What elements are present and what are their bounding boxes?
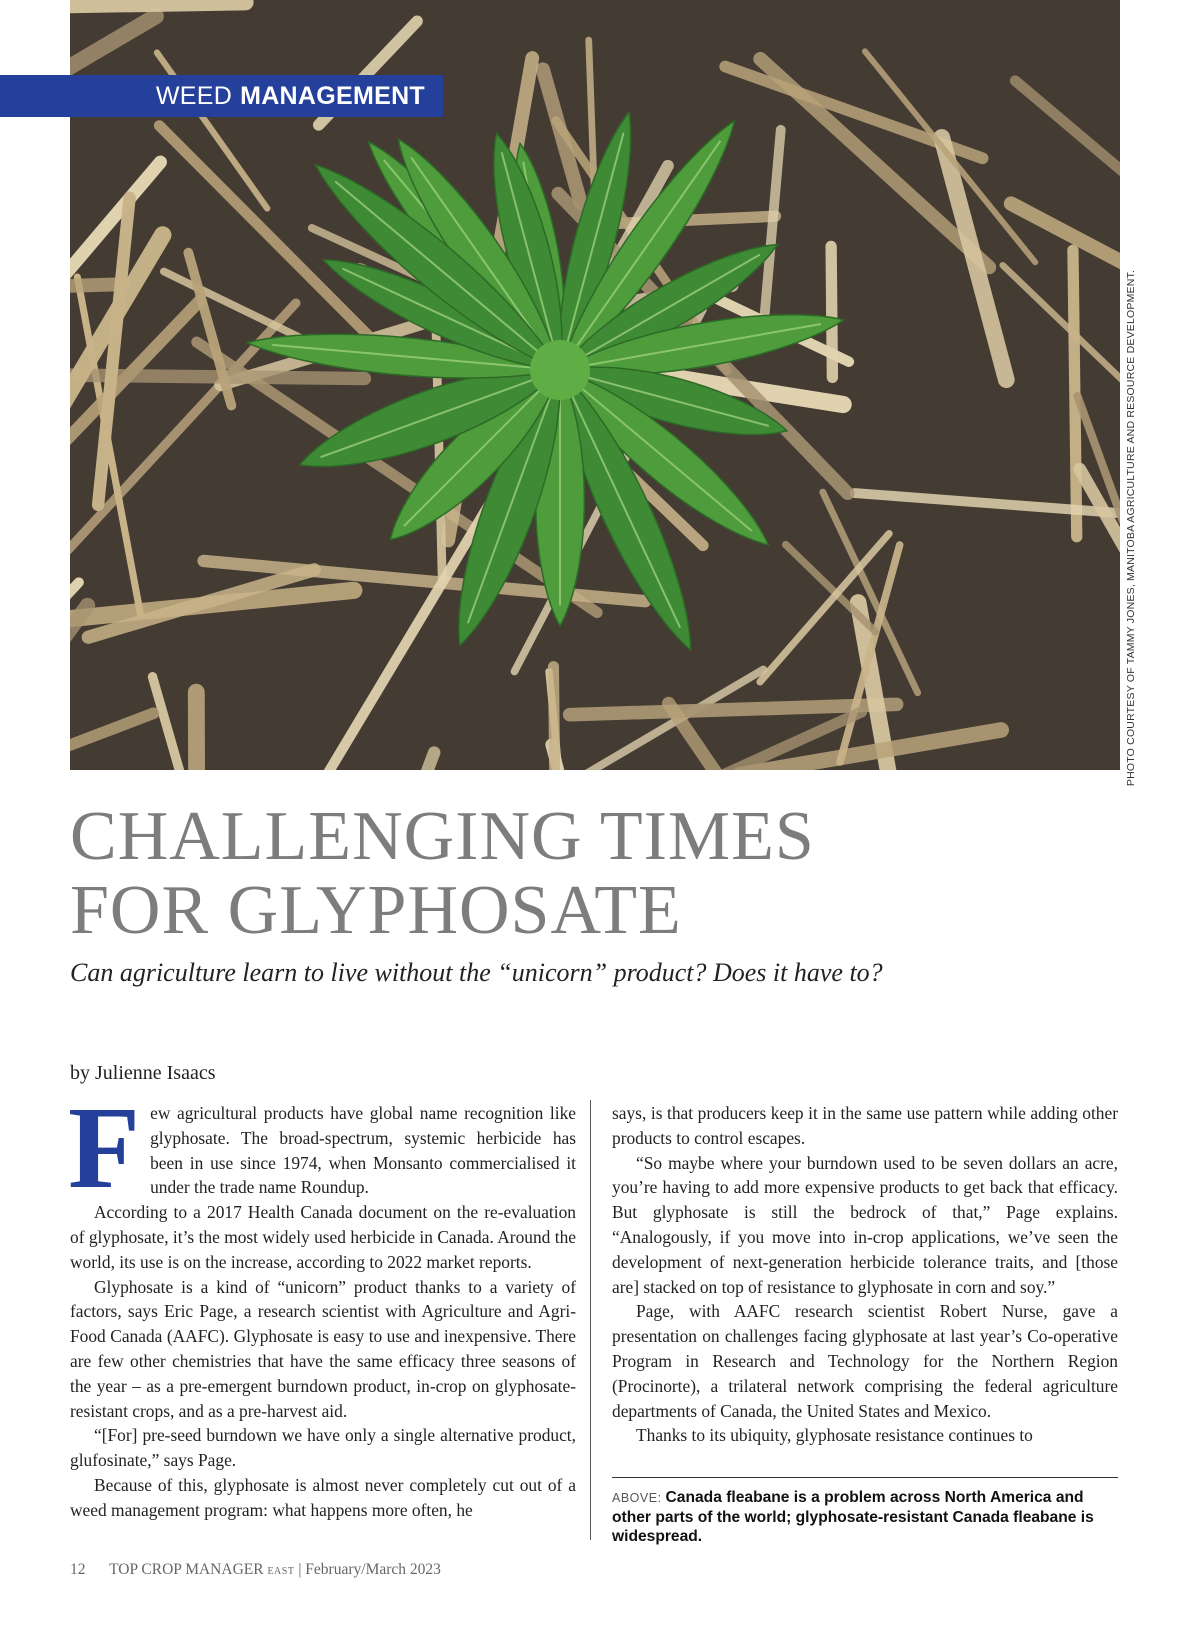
page-number: 12: [70, 1561, 86, 1578]
straw-stalk: [196, 692, 197, 770]
article-deck: Can agriculture learn to live without the “unicorn” product? Does it have to?: [70, 958, 883, 987]
article-title-line-2: FOR GLYPHOSATE: [70, 872, 682, 949]
magazine-name: TOP CROP MANAGER: [109, 1561, 264, 1578]
issue-date: | February/March 2023: [298, 1561, 441, 1578]
body-paragraph: Because of this, glyphosate is almost never completely cut out of a weed management program: what happens more often, he: [70, 1474, 576, 1520]
straw-stalk: [831, 246, 832, 377]
photo-caption: [612, 1477, 1118, 1546]
body-column-right: [612, 1101, 1118, 1448]
section-tag-prefix: WEED: [155, 81, 233, 110]
body-paragraph: “So maybe where your burndown used to be seven dollars an acre, you’re having to add more expensive products to get back that efficacy. But glyphosate is still the bedrock of that,” Page explains. “Analogously, if you move into in-crop applications, we’ve seen the development of next-generation herbicide tolerance traits, and [those are] stacked on top of resistance to glyphosate in corn and soy.”: [612, 1152, 1118, 1297]
byline: by Julienne Isaacs: [70, 1062, 216, 1084]
straw-stalk: [70, 2, 246, 9]
body-paragraph: According to a 2017 Health Canada document on the re-evaluation of glyphosate, it’s the most widely used herbicide in Canada. Around the world, its use is on the increase, according to 2022 market reports.: [70, 1202, 576, 1272]
body-column-left: [68, 1082, 576, 1523]
caption-label: ABOVE:: [612, 1491, 662, 1505]
drop-cap: F: [68, 1082, 141, 1213]
photo-credit-text: PHOTO COURTESY OF TAMMY JONES, MANITOBA AGRICULTURE AND RESOURCE DEVELOPMENT.: [1125, 269, 1137, 787]
column-divider: [590, 1100, 591, 1540]
rosette-center: [530, 340, 590, 400]
body-paragraph: says, is that producers keep it in the same use pattern while adding other products to control escapes.: [612, 1103, 1118, 1148]
section-tag: [0, 75, 443, 117]
photo-credit: [1122, 269, 1140, 787]
body-paragraph: Few agricultural products have global name recognition like glyphosate. The broad-spectrum, systemic herbicide has been in use since 1974, when Monsanto commercialised it under the trade name Roundup.: [68, 1082, 576, 1213]
body-paragraph: “[For] pre-seed burndown we have only a single alternative product, glufosinate,” says Page.: [70, 1425, 576, 1471]
caption-text: Canada fleabane is a problem across North America and other parts of the world; glyphosate-resistant Canada fleabane is widespread.: [612, 1489, 1094, 1545]
body-paragraph: Glyphosate is a kind of “unicorn” product thanks to a variety of factors, says Eric Page, a research scientist with Agriculture and Agri-Food Canada (AAFC). Glyphosate is easy to use and inexpensive. There are few other chemistries that have the same efficacy three seasons of the year – as a pre-emergent burndown product, in-crop on glyphosate-resistant crops, and as a pre-harvest aid.: [70, 1276, 576, 1421]
article-title: [70, 800, 815, 948]
straw-stalk: [553, 667, 555, 770]
page-footer: [70, 1561, 441, 1579]
body-paragraph: Page, with AAFC research scientist Robert Nurse, gave a presentation on challenges facing glyphosate at last year’s Co-operative Program in Research and Technology for the Northern Region (Procinorte), a trilateral network comprising the federal agriculture departments of Canada, the United States and Mexico.: [612, 1301, 1118, 1421]
body-paragraph: Thanks to its ubiquity, glyphosate resistance continues to: [636, 1425, 1033, 1446]
section-tag-main: MANAGEMENT: [240, 81, 425, 110]
article-title-line-1: CHALLENGING TIMES: [70, 798, 815, 875]
magazine-edition: EAST: [267, 1566, 295, 1577]
